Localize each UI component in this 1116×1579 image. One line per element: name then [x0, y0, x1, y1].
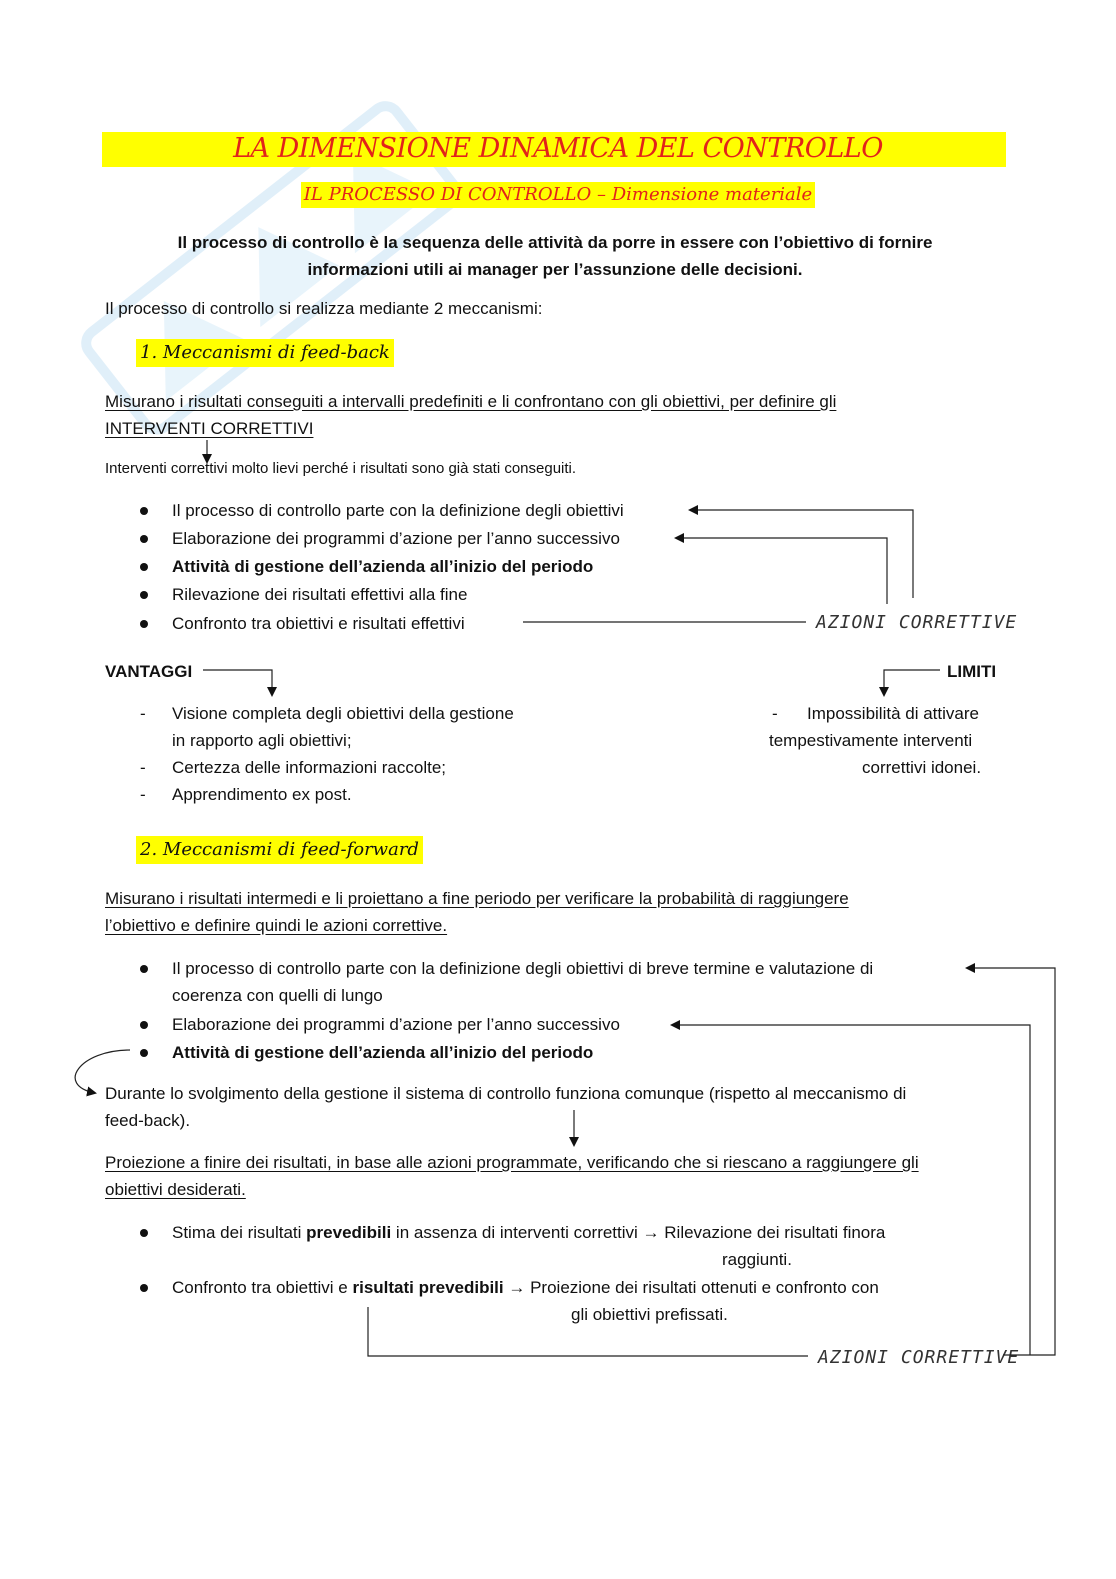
estimate-2-cont: gli obiettivi prefissati.	[571, 1305, 728, 1324]
dash: -	[140, 785, 146, 804]
vantaggio-1: Visione completa degli obiettivi della gestione	[172, 704, 514, 723]
s2-bullet-1: Il processo di controllo parte con la definizione degli obiettivi di breve termine e valutazione di	[172, 959, 874, 978]
limite-1-cont: tempestivamente interventi	[769, 731, 973, 750]
section1-desc-line1: Misurano i risultati conseguiti a intervalli predefiniti e li confrontano con gli obiettivi, per definire gli	[105, 392, 837, 411]
estimate-1-a: Stima dei risultati	[172, 1223, 307, 1242]
page-title: LA DIMENSIONE DINAMICA DEL CONTROLLO	[233, 133, 883, 164]
s1-bullet-4: Rilevazione dei risultati effettivi alla fine	[172, 585, 468, 604]
section1-desc-line2: INTERVENTI CORRETTIVI	[105, 419, 314, 438]
section2-desc-line2: l’obiettivo e definire quindi le azioni correttive.	[105, 916, 448, 935]
loop-arrow-objectives	[690, 510, 913, 598]
limite-1-cont2: correttivi idonei.	[862, 758, 982, 777]
estimate-2-a: Confronto tra obiettivi e	[172, 1278, 353, 1297]
vantaggi-label: VANTAGGI	[105, 662, 193, 681]
s2-bullet-1-cont: coerenza con quelli di lungo	[172, 986, 383, 1005]
estimate-1-b: prevedibili	[306, 1223, 392, 1242]
proj-line1: Proiezione a finire dei risultati, in base alle azioni programmate, verificando che si riescano a raggiungere gli	[105, 1153, 919, 1172]
s2-bullet-2: Elaborazione dei programmi d’azione per l’anno successivo	[172, 1015, 620, 1034]
during-line1: Durante lo svolgimento della gestione il sistema di controllo funziona comunque (rispetto al meccanismo di	[105, 1084, 907, 1103]
arrow-vantaggi	[203, 670, 272, 695]
section1-heading: 1. Meccanismi di feed-back	[136, 339, 394, 367]
proj-line2: obiettivi desiderati.	[105, 1180, 246, 1199]
loop-arrow-programs-2	[672, 1025, 1030, 1355]
s2-azioni-correttive: AZIONI CORRETTIVE	[818, 1347, 1020, 1368]
loop-arrow-objectives-2	[967, 968, 1055, 1355]
s1-bullet-3: Attività di gestione dell’azienda all’inizio del periodo	[172, 557, 594, 576]
estimate-2-b: risultati prevedibili	[352, 1278, 504, 1297]
loop-arrow-programs	[676, 538, 887, 604]
s1-bullet-5: Confronto tra obiettivi e risultati effettivi	[172, 614, 465, 633]
intro-paragraph: Il processo di controllo è la sequenza delle attività da porre in essere con l’obiettivo di fornire informazioni utili ai manager per l’assunzione delle decisioni.	[177, 233, 933, 279]
section2-desc-line1: Misurano i risultati intermedi e li proiettano a fine periodo per verificare la probabilità di raggiungere	[105, 889, 849, 908]
during-line2: feed-back).	[105, 1111, 191, 1130]
estimate-1-d: Rilevazione dei risultati finora	[659, 1223, 886, 1242]
arrow-right-icon: →	[508, 1278, 526, 1297]
dash: -	[772, 704, 778, 723]
estimate-2-d: Proiezione dei risultati ottenuti e confronto con	[525, 1278, 879, 1297]
dash: -	[140, 704, 146, 723]
limite-1: Impossibilità di attivare	[807, 704, 979, 723]
section2-heading: 2. Meccanismi di feed-forward	[136, 836, 423, 864]
s2-bullet-3: Attività di gestione dell’azienda all’inizio del periodo	[172, 1043, 594, 1062]
curved-arrow-during	[75, 1050, 130, 1093]
dash: -	[140, 758, 146, 777]
limiti-label: LIMITI	[947, 662, 997, 681]
arrow-limiti	[884, 670, 940, 695]
line-to-azioni-2	[368, 1307, 808, 1356]
arrow-right-icon: →	[642, 1223, 660, 1242]
estimate-1-cont: raggiunti.	[722, 1250, 792, 1269]
vantaggio-2: Certezza delle informazioni raccolte;	[172, 758, 447, 777]
page-subtitle: IL PROCESSO DI CONTROLLO – Dimensione materiale	[301, 182, 815, 208]
s1-bullet-1: Il processo di controllo parte con la definizione degli obiettivi	[172, 501, 624, 520]
vantaggio-1-cont: in rapporto agli obiettivi;	[172, 731, 352, 750]
s1-bullet-2: Elaborazione dei programmi d’azione per l’anno successivo	[172, 529, 620, 548]
section1-note: Interventi correttivi molto lievi perché i risultati sono già stati conseguiti.	[105, 460, 577, 477]
vantaggio-3: Apprendimento ex post.	[172, 785, 352, 804]
s1-azioni-correttive: AZIONI CORRETTIVE	[816, 612, 1018, 633]
lead-text: Il processo di controllo si realizza mediante 2 meccanismi:	[105, 299, 543, 318]
estimate-1-c: in assenza di interventi correttivi	[391, 1223, 638, 1242]
